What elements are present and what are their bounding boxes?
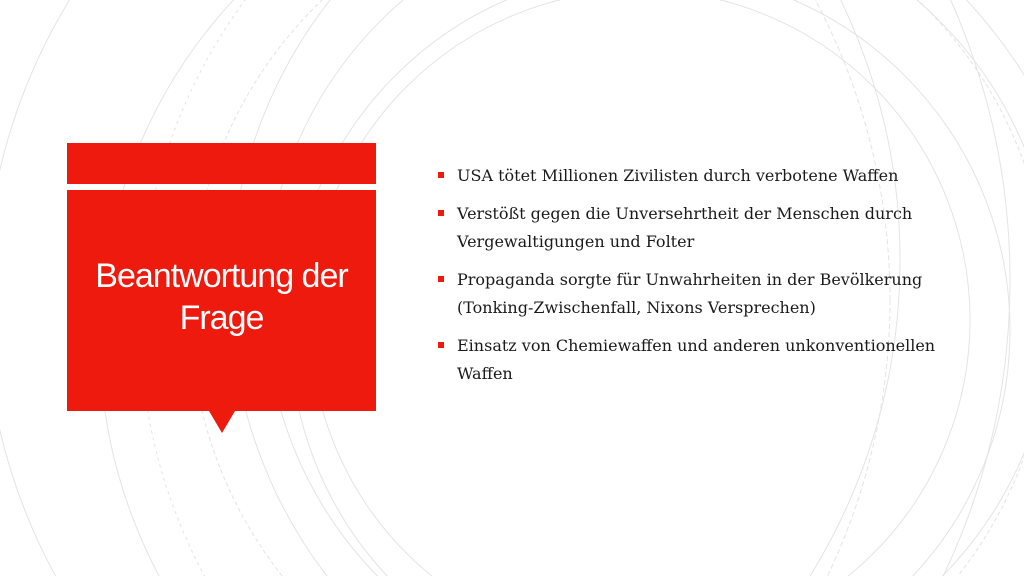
square-bullet-icon [438, 172, 444, 178]
bullet-list [436, 162, 976, 398]
square-bullet-icon [438, 210, 444, 216]
bullet-item [436, 266, 976, 322]
square-bullet-icon [438, 342, 444, 348]
title-accent-bar [67, 143, 376, 184]
bullet-text: Propaganda sorgte für Unwahrheiten in der Bevölkerung (Tonking-Zwischenfall, Nixons Versprechen) [457, 270, 923, 317]
bullet-text: Verstößt gegen die Unversehrtheit der Menschen durch Vergewaltigungen und Folter [457, 204, 913, 251]
bullet-text: Einsatz von Chemiewaffen und anderen unkonventionellen Waffen [457, 336, 936, 383]
bullet-item [436, 200, 976, 256]
square-bullet-icon [438, 276, 444, 282]
title-box-pointer [209, 411, 235, 433]
bullet-item [436, 332, 976, 388]
bullet-text: USA tötet Millionen Zivilisten durch verbotene Waffen [457, 166, 899, 185]
slide-title: Beantwortung der Frage [95, 257, 348, 337]
bullet-item [436, 162, 976, 190]
